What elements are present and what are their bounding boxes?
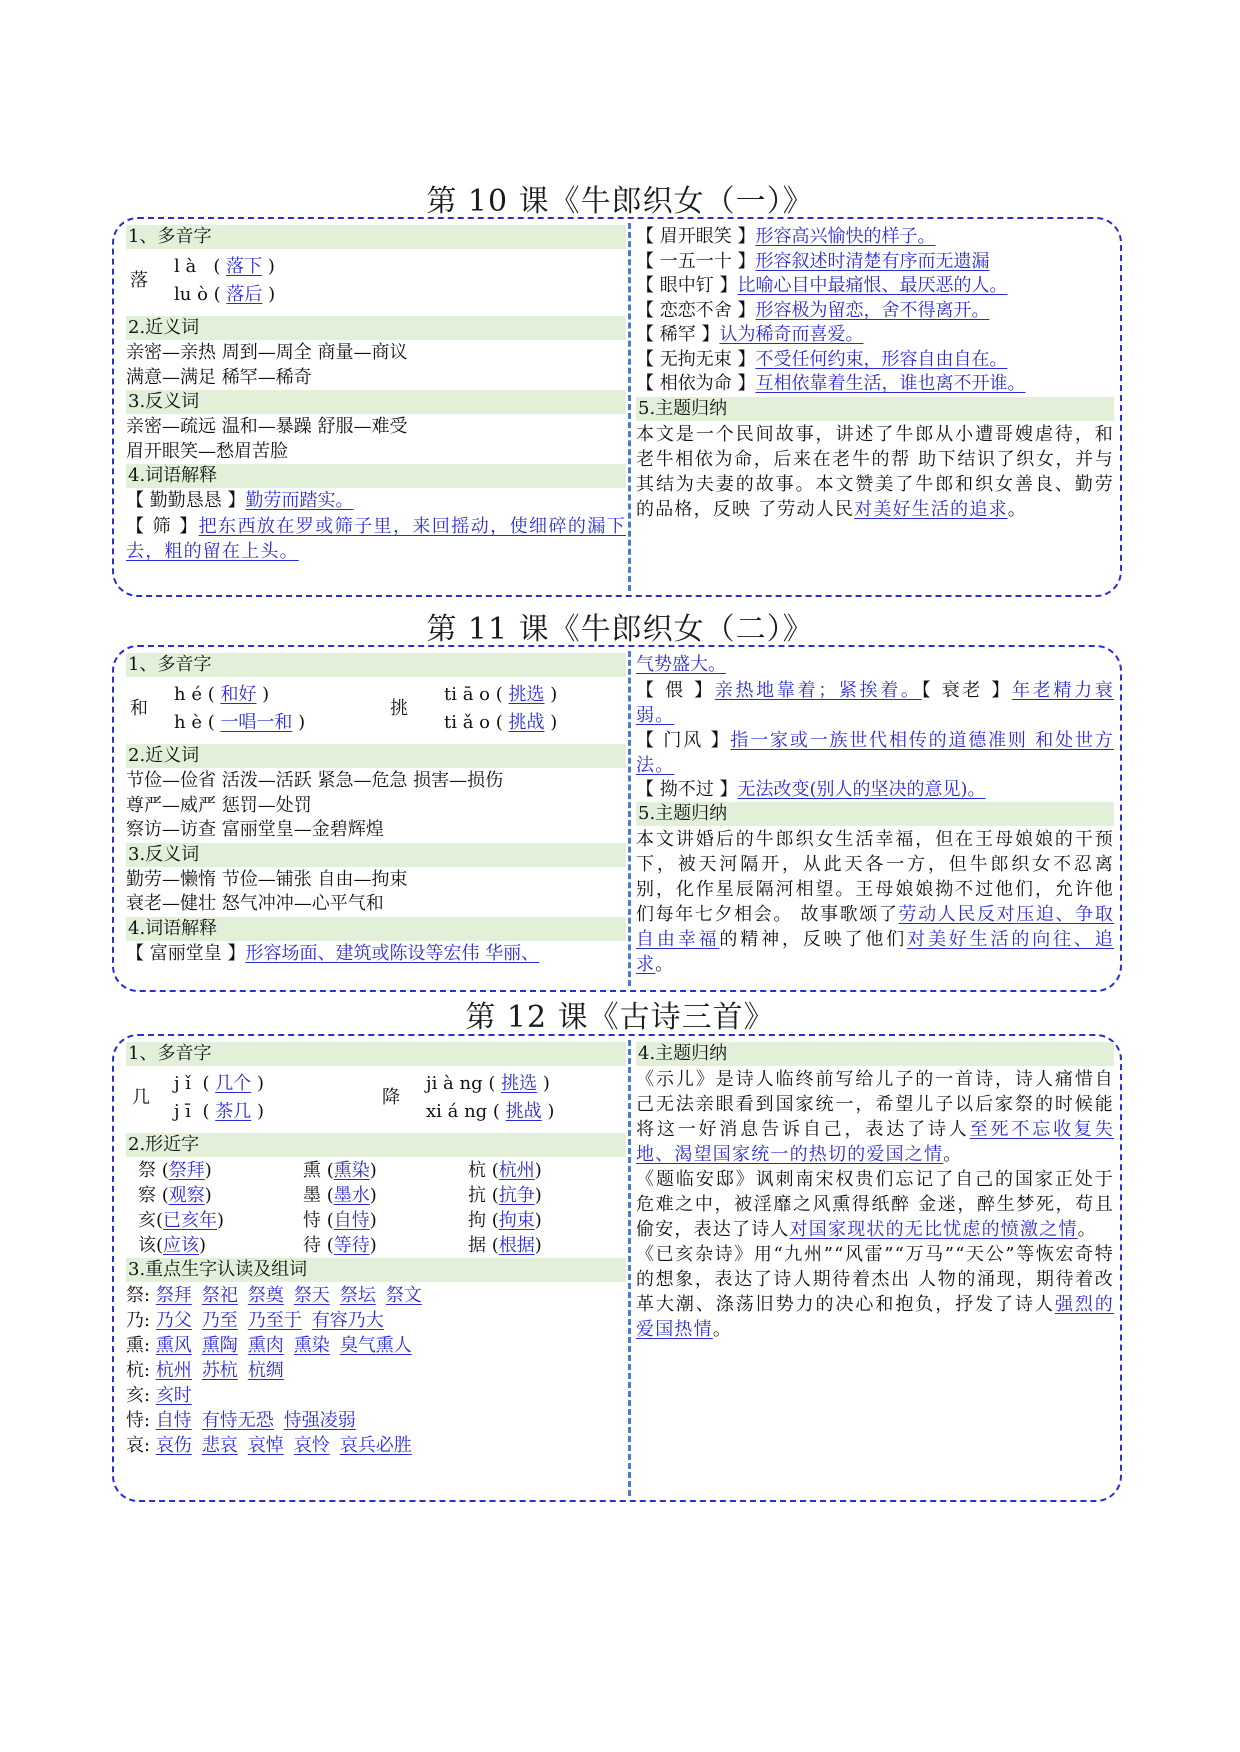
meaning: 年老精力衰弱。 xyxy=(636,679,1114,726)
meaning: 勤劳而踏实。 xyxy=(245,490,354,511)
term: 【 偎 】 xyxy=(636,679,715,701)
vocab-row: 熏: 熏风 熏陶 熏肉 熏染 臭气熏人 xyxy=(126,1335,412,1356)
term: 【 富丽堂皇 】 xyxy=(126,942,246,964)
antonym-line: 眉开眼笑—愁眉苦脸 xyxy=(126,440,288,462)
theme-highlight: 劳动人民反对压迫、争取自由幸福 xyxy=(636,904,1114,950)
polyphone-char: 和 xyxy=(130,698,148,719)
explanation-item xyxy=(636,728,1114,778)
similar-char-item: 待 (等待) xyxy=(303,1235,377,1256)
explanation-item xyxy=(636,778,1114,803)
vocab-row: 乃: 乃父 乃至 乃至于 有容乃大 xyxy=(126,1310,384,1331)
example-word: 落下 xyxy=(226,256,263,277)
example-word: 挑战 xyxy=(505,1101,542,1122)
explanation-item xyxy=(636,678,1114,728)
section-header: 1、多音字 xyxy=(126,1042,626,1066)
column-divider xyxy=(628,223,631,591)
explanation-item xyxy=(126,942,626,967)
meaning: 亲热地靠着；紧挨着。 xyxy=(714,679,922,701)
similar-char-item: 察 (观察) xyxy=(138,1185,212,1206)
section-header: 4.主题归纳 xyxy=(636,1042,1114,1066)
polyphone-char: 落 xyxy=(130,270,148,291)
lesson-10-right-column xyxy=(636,225,1114,522)
meaning: 形容场面、建筑或陈设等宏伟 华丽、 xyxy=(245,942,540,964)
term: 【 拗不过 】 xyxy=(636,778,738,800)
theme-highlight: 至死不忘收复失地、渴望国家统一的热切的爱国之情 xyxy=(636,1119,1114,1165)
term: 【 一五一十 】 xyxy=(636,250,756,272)
explanation-item xyxy=(636,225,1114,250)
explanation-item xyxy=(126,514,626,564)
section-header: 4.词语解释 xyxy=(126,464,626,488)
vocab-row: 杭: 杭州 苏杭 杭绸 xyxy=(126,1360,284,1381)
similar-char-item: 据 (根据) xyxy=(468,1235,542,1256)
example-word: 挑战 xyxy=(508,712,545,733)
explanation-item xyxy=(636,299,1114,324)
explanation-item xyxy=(636,250,1114,275)
pinyin: j ǐ xyxy=(174,1073,192,1094)
antonym-line: 衰老—健壮 怒气冲冲—心平气和 xyxy=(126,893,384,914)
pinyin: ji à ng xyxy=(426,1073,483,1094)
term: 【 眉开眼笑 】 xyxy=(636,226,756,247)
meaning: 把东西放在罗或筛子里，来回摇动，使细碎的漏下去，粗的留在上头。 xyxy=(126,515,626,562)
term: 【 衰老 】 xyxy=(921,679,1013,701)
similar-char-item: 祭 (祭拜) xyxy=(138,1160,212,1181)
theme-highlight: 对美好生活的向往、追求 xyxy=(636,929,1114,975)
meaning: 形容高兴愉快的样子。 xyxy=(755,226,936,247)
section-header: 1、多音字 xyxy=(126,225,626,249)
synonym-line: 节俭—俭省 活泼—活跃 紧急—危急 损害—损伤 xyxy=(126,770,504,791)
explanation-item xyxy=(636,323,1114,348)
similar-char-item: 抗 (抗争) xyxy=(468,1185,542,1206)
polyphone-block: 落 l à ( 落下 ) lu ò ( 落后 ) xyxy=(130,256,276,305)
pinyin: l à xyxy=(174,256,197,277)
section-header: 2.近义词 xyxy=(126,316,626,340)
theme-highlight: 对国家现状的无比忧虑的愤激之情 xyxy=(789,1219,1078,1240)
column-divider xyxy=(628,651,631,986)
term: 【 无拘无束 】 xyxy=(636,348,756,370)
synonym-line: 尊严—威严 惩罚—处罚 xyxy=(126,794,312,816)
example-word: 和好 xyxy=(220,684,257,705)
term: 【 相依为命 】 xyxy=(636,373,756,394)
meaning: 指一家或一族世代相传的道德准则 和处世方法。 xyxy=(636,729,1114,776)
term: 【 门风 】 xyxy=(636,729,731,751)
section-header: 5.主题归纳 xyxy=(636,397,1114,421)
similar-char-item: 拘 (拘束) xyxy=(468,1210,542,1231)
antonym-line: 勤劳—懒惰 节俭—铺张 自由—拘束 xyxy=(126,868,408,890)
vocab-row: 哀: 哀伤 悲哀 哀悼 哀怜 哀兵必胜 xyxy=(126,1435,412,1456)
poem-summary-shier: 《示儿》是诗人临终前写给儿子的一首诗，诗人痛惜自己无法亲眼看到国家统一，希望儿子以后家祭的时候能将这一好消息告诉自己，表达了诗人至死不忘收复失地、渴望国家统一的热切的爱国之情。 xyxy=(636,1069,1114,1165)
meaning: 认为稀奇而喜爱。 xyxy=(719,324,864,345)
section-header: 5.主题归纳 xyxy=(636,802,1114,826)
term: 【 稀罕 】 xyxy=(636,324,720,345)
antonym-line: 亲密—疏远 温和—暴躁 舒服—难受 xyxy=(126,416,408,437)
poem-summary-tilinandi: 《题临安邸》讽刺南宋权贵们忘记了自己的国家正处于危难之中，被淫靡之风熏得纸醉 金迷，醉生梦死，苟且偷安，表达了诗人对国家现状的无比忧虑的愤激之情。 xyxy=(636,1169,1114,1240)
pinyin: ti ā o xyxy=(444,684,491,705)
term: 【 筛 】 xyxy=(126,515,199,537)
polyphone-block: 和 h é ( 和好 ) h è ( 一唱一和 ) 挑 ti ā o ( 挑选 ) ti ǎ o ( 挑战 ) xyxy=(130,684,558,733)
example-word: 挑选 xyxy=(508,684,545,705)
lesson-11-title: 第 11 课《牛郎织女（二）》 xyxy=(426,612,814,647)
similar-char-item: 亥(已亥年) xyxy=(138,1210,225,1231)
section-header: 2.形近字 xyxy=(126,1133,626,1157)
lesson-12-card xyxy=(112,1034,1122,1502)
vocab-row: 亥: 亥时 xyxy=(126,1385,192,1406)
explanation-item xyxy=(636,372,1114,397)
pinyin: lu ò xyxy=(174,284,208,305)
meaning: 形容极为留恋，舍不得离开。 xyxy=(755,299,990,321)
lesson-10-left-column xyxy=(126,225,626,564)
explanation-item xyxy=(636,274,1114,299)
vocab-row: 恃: 自恃 有恃无恐 恃强凌弱 xyxy=(126,1410,356,1431)
lesson-12-title: 第 12 课《古诗三首》 xyxy=(465,1000,775,1035)
meaning: 互相依靠着生活，谁也离不开谁。 xyxy=(755,373,1026,394)
meaning: 比喻心目中最痛恨、最厌恶的人。 xyxy=(737,275,1008,296)
lesson-11-left-column xyxy=(126,653,626,966)
similar-char-item: 熏 (熏染) xyxy=(303,1160,377,1181)
vocab-row: 祭: 祭拜 祭祀 祭奠 祭天 祭坛 祭文 xyxy=(126,1285,422,1306)
similar-char-item: 墨 (墨水) xyxy=(303,1185,377,1206)
lesson-11-right-column xyxy=(636,653,1114,977)
theme-highlight: 强烈的爱国热情 xyxy=(636,1294,1114,1340)
example-word: 落后 xyxy=(226,284,263,305)
polyphone-char: 几 xyxy=(132,1087,150,1108)
term: 【 眼中钉 】 xyxy=(636,275,738,296)
theme-summary: 本文讲婚后的牛郎织女生活幸福，但在王母娘娘的干预下，被天河隔开，从此天各一方，但牛郎织女不忍离别，化作星辰隔河相望。王母娘娘拗不过他们，允许他们每年七夕相会。 故事歌颂了劳动人民反对压迫、争取自由幸福的精神，反映了他们对美好生活的向往、追求。 xyxy=(636,829,1114,975)
lesson-12-right-column xyxy=(636,1042,1114,1342)
lesson-10-title: 第 10 课《牛郎织女（一）》 xyxy=(426,184,814,219)
explanation-item xyxy=(126,489,626,514)
polyphone-char: 降 xyxy=(382,1087,400,1108)
synonym-line: 察访—访查 富丽堂皇—金碧辉煌 xyxy=(126,819,384,840)
section-header: 1、多音字 xyxy=(126,653,626,677)
column-divider xyxy=(628,1040,631,1496)
section-header: 3.重点生字认读及组词 xyxy=(126,1258,626,1282)
similar-char-item: 杭 (杭州) xyxy=(468,1160,542,1181)
polyphone-char: 挑 xyxy=(390,698,408,719)
example-word: 几个 xyxy=(215,1073,252,1094)
meaning: 形容叙述时清楚有序而无遗漏 xyxy=(755,250,990,272)
pinyin: h é xyxy=(174,684,202,705)
explanation-item xyxy=(636,348,1114,373)
meaning-continued: 气势盛大。 xyxy=(636,654,726,675)
pinyin: xi á ng xyxy=(426,1101,488,1122)
similar-char-item: 恃 (自恃) xyxy=(303,1210,377,1231)
section-header: 4.词语解释 xyxy=(126,917,626,941)
poem-summary-jihaizashi: 《已亥杂诗》用“九州”“风雷”“万马”“天公”等恢宏奇特的想象，表达了诗人期待着杰出 人物的涌现，期待着改革大潮、涤荡旧势力的决心和抱负，抒发了诗人强烈的爱国热情。 xyxy=(636,1244,1114,1340)
pinyin: ti ǎ o xyxy=(444,712,491,733)
term: 【 勤勤恳恳 】 xyxy=(126,490,246,511)
meaning: 不受任何约束，形容自由自在。 xyxy=(755,348,1008,370)
polyphone-block: 几 j ǐ ( 几个 ) j ī ( 茶几 ) 降 ji à ng ( 挑选 ) xi á ng ( 挑战 ) xyxy=(132,1073,555,1122)
example-word: 茶几 xyxy=(215,1101,252,1122)
example-word: 一唱一和 xyxy=(220,712,293,733)
lesson-12-left-column xyxy=(126,1042,626,1458)
pinyin: h è xyxy=(174,712,202,733)
pinyin: j ī xyxy=(174,1101,192,1122)
meaning: 无法改变(别人的坚决的意见)。 xyxy=(737,778,986,800)
term: 【 恋恋不舍 】 xyxy=(636,299,756,321)
lesson-11-card xyxy=(112,645,1122,992)
similar-char-item: 该(应该) xyxy=(138,1235,207,1256)
section-header: 2.近义词 xyxy=(126,744,626,768)
section-header: 3.反义词 xyxy=(126,843,626,867)
synonym-line: 满意—满足 稀罕—稀奇 xyxy=(126,366,312,388)
example-word: 挑选 xyxy=(501,1073,538,1094)
theme-summary: 本文是一个民间故事，讲述了牛郎从小遭哥嫂虐待，和老牛相依为命，后来在老牛的帮 助下结识了织女，并与其结为夫妻的故事。本文赞美了牛郎和织女善良、勤劳的品格，反映 了劳动人民对美好生活的追求。 xyxy=(636,423,1114,520)
similar-chars-grid xyxy=(126,1158,626,1258)
section-header: 3.反义词 xyxy=(126,390,626,414)
theme-highlight: 对美好生活的追求 xyxy=(854,498,1008,520)
synonym-line: 亲密—亲热 周到—周全 商量—商议 xyxy=(126,342,408,363)
lesson-10-card xyxy=(112,217,1122,597)
